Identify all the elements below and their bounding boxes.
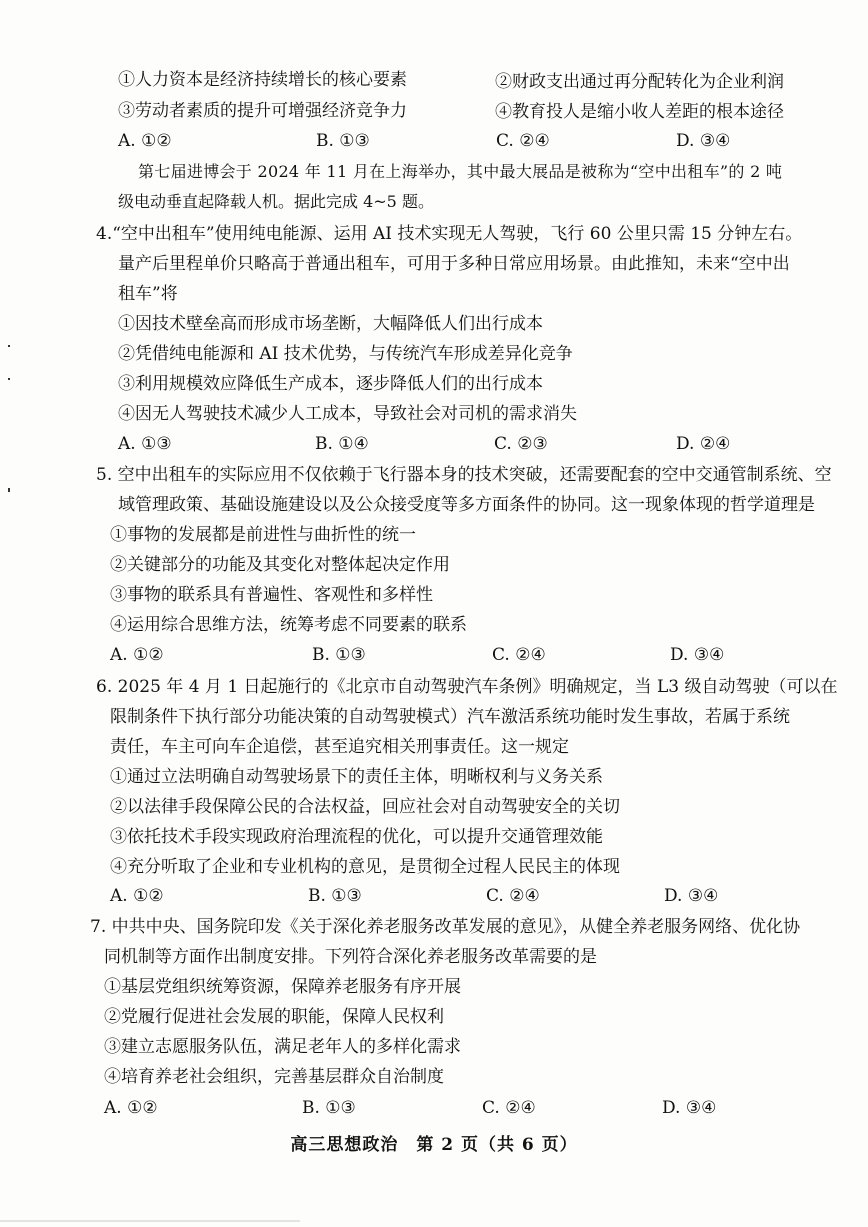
scan-edge — [0, 1220, 300, 1222]
q7-option-c: C. ②④ — [482, 1098, 536, 1118]
q4-item-2: ②凭借纯电能源和 AI 技术优势，与传统汽车形成差异化竞争 — [118, 344, 573, 364]
q7-item-3: ③建立志愿服务队伍，满足老年人的多样化需求 — [104, 1037, 461, 1057]
q5-item-1: ①事物的发展都是前进性与曲折性的统一 — [110, 525, 416, 545]
q6-item-1: ①通过立法明确自动驾驶场景下的责任主体，明晰权利与义务关系 — [110, 767, 603, 787]
q6-stem-3: 责任，车主可向车企追偿，甚至追究相关刑事责任。这一规定 — [110, 737, 569, 757]
q3-item-1: ①人力资本是经济持续增长的核心要素 — [118, 70, 407, 90]
q6-option-c: C. ②④ — [486, 886, 540, 906]
intro-line-1: 第七届进博会于 2024 年 11 月在上海举办，其中最大展品是被称为“空中出租车”的 2 吨 — [138, 162, 783, 181]
q4-item-3: ③利用规模效应降低生产成本，逐步降低人们的出行成本 — [118, 374, 543, 394]
q5-option-a: A. ①② — [110, 645, 164, 665]
q6-item-2: ②以法律手段保障公民的合法权益，回应社会对自动驾驶安全的关切 — [110, 797, 620, 817]
q5-option-b: B. ①③ — [312, 645, 366, 665]
q5-option-d: D. ③④ — [670, 645, 725, 665]
q3-option-d: D. ③④ — [676, 131, 731, 151]
q4-option-c: C. ②③ — [494, 434, 548, 454]
q3-option-a: A. ①② — [118, 131, 172, 151]
q7-stem-2: 同机制等方面作出制度安排。下列符合深化养老服务改革需要的是 — [104, 947, 597, 967]
q4-item-1: ①因技术壁垒高而形成市场垄断，大幅降低人们出行成本 — [118, 314, 543, 334]
q7-option-d: D. ③④ — [662, 1098, 717, 1118]
q5-item-2: ②关键部分的功能及其变化对整体起决定作用 — [110, 555, 450, 575]
q4-item-4: ④因无人驾驶技术减少人工成本，导致社会对司机的需求消失 — [118, 404, 577, 424]
q4-option-a: A. ①③ — [118, 434, 172, 454]
margin-mark — [8, 378, 10, 380]
q6-item-3: ③依托技术手段实现政府治理流程的优化，可以提升交通管理效能 — [110, 827, 603, 847]
q6-item-4: ④充分听取了企业和专业机构的意见，是贯彻全过程人民民主的体现 — [110, 857, 620, 877]
q4-option-b: B. ①④ — [315, 434, 369, 454]
q7-item-2: ②党履行促进社会发展的职能，保障人民权利 — [104, 1007, 444, 1027]
q3-item-2: ②财政支出通过再分配转化为企业利润 — [495, 72, 784, 92]
q4-stem-1: 4.“空中出租车”使用纯电能源、运用 AI 技术实现无人驾驶，飞行 60 公里只需 15 分钟左右。 — [96, 224, 803, 244]
q3-option-c: C. ②④ — [496, 131, 550, 151]
q5-stem-1: 5. 空中出租车的实际应用不仅依赖于飞行器本身的技术突破，还需要配套的空中交通管制系统、空 — [96, 465, 832, 485]
q4-stem-3: 租车”将 — [118, 284, 178, 304]
q7-item-1: ①基层党组织统筹资源，保障养老服务有序开展 — [104, 977, 461, 997]
q7-item-4: ④培育养老社会组织，完善基层群众自治制度 — [104, 1067, 444, 1087]
q3-item-4: ④教育投人是缩小收人差距的根本途径 — [495, 102, 784, 122]
q3-item-3: ③劳动者素质的提升可增强经济竞争力 — [118, 101, 407, 121]
q6-option-b: B. ①③ — [308, 886, 362, 906]
q6-stem-2: 限制条件下执行部分功能决策的自动驾驶模式）汽车激活系统功能时发生事故，若属于系统 — [110, 707, 790, 727]
q6-option-a: A. ①② — [110, 886, 164, 906]
margin-mark — [8, 488, 10, 492]
q5-option-c: C. ②④ — [492, 645, 546, 665]
intro-line-2: 级电动垂直起降载人机。据此完成 4~5 题。 — [118, 192, 434, 211]
q5-item-3: ③事物的联系具有普遍性、客观性和多样性 — [110, 585, 433, 605]
page-footer: 高三思想政治 第 2 页（共 6 页） — [290, 1135, 578, 1155]
q5-item-4: ④运用综合思维方法，统筹考虑不同要素的联系 — [110, 615, 467, 635]
q4-stem-2: 量产后里程单价只略高于普通出租车，可用于多种日常应用场景。由此推知，未来“空中出 — [118, 254, 790, 274]
q6-stem-1: 6. 2025 年 4 月 1 日起施行的《北京市自动驾驶汽车条例》明确规定，当 L3 级自动驾驶（可以在 — [96, 677, 838, 697]
q7-option-a: A. ①② — [104, 1098, 158, 1118]
q7-option-b: B. ①③ — [302, 1098, 356, 1118]
margin-mark — [8, 345, 10, 347]
q7-stem-1: 7. 中共中央、国务院印发《关于深化养老服务改革发展的意见》，从健全养老服务网络、优化协 — [90, 917, 801, 937]
q4-option-d: D. ②④ — [676, 434, 731, 454]
q5-stem-2: 域管理政策、基础设施建设以及公众接受度等多方面条件的协同。这一现象体现的哲学道理是 — [118, 495, 815, 515]
q3-option-b: B. ①③ — [316, 131, 370, 151]
q6-option-d: D. ③④ — [664, 886, 719, 906]
